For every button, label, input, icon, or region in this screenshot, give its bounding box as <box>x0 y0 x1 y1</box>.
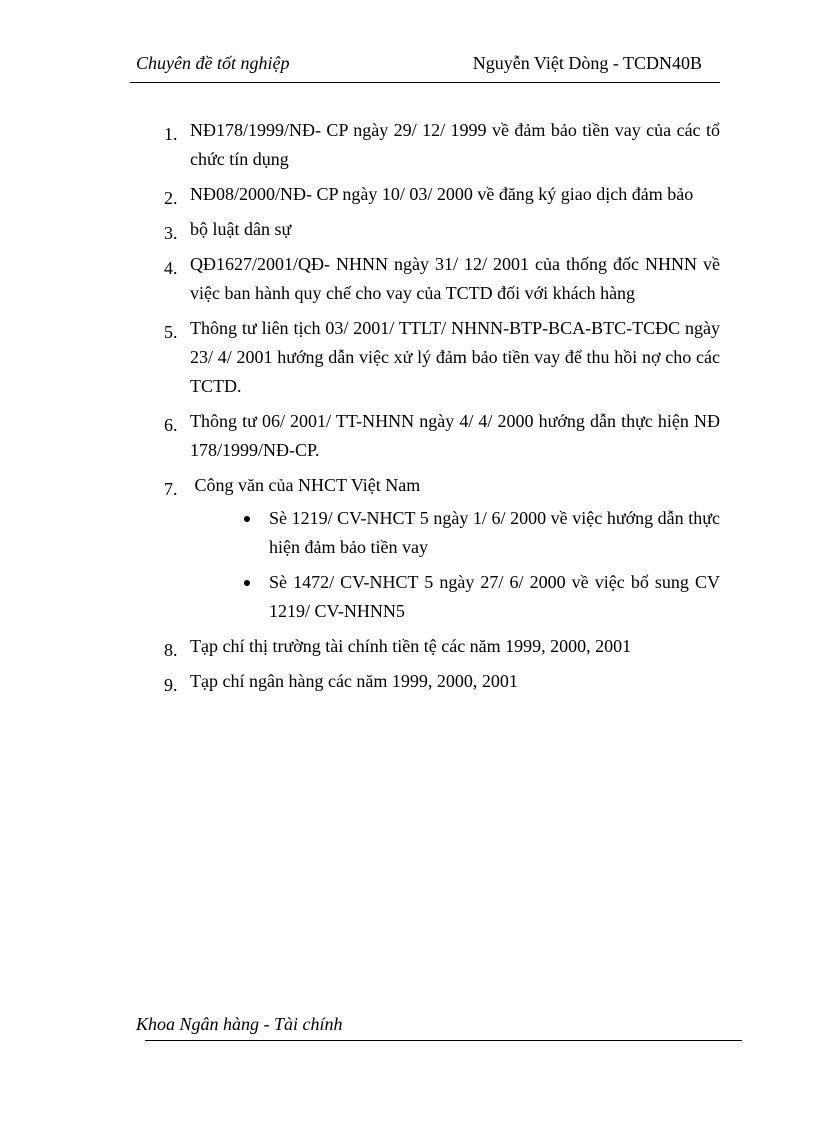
reference-number: 9. <box>164 675 178 695</box>
bullet-icon <box>244 516 250 522</box>
reference-number: 6. <box>164 415 178 435</box>
reference-item-9 <box>160 667 720 696</box>
header-title: Chuyên đề tốt nghiệp <box>136 53 290 73</box>
reference-number: 2. <box>164 188 178 208</box>
sub-reference-text: Sè 1472/ CV-NHCT 5 ngày 27/ 6/ 2000 về việc bổ sung CV 1219/ CV-NHNN5 <box>269 572 720 621</box>
page-header <box>130 50 720 80</box>
reference-item-8 <box>160 632 720 661</box>
reference-text: Thông tư 06/ 2001/ TT-NHNN ngày 4/ 4/ 2000 hướng dẫn thực hiện NĐ 178/1999/NĐ-CP. <box>190 411 720 460</box>
sub-reference-text: Sè 1219/ CV-NHCT 5 ngày 1/ 6/ 2000 về việc hướng dẫn thực hiện đảm bảo tiền vay <box>269 508 720 557</box>
sub-reference-item-2 <box>210 568 720 626</box>
reference-item-6 <box>160 407 720 465</box>
reference-number: 5. <box>164 322 178 342</box>
reference-item-7 <box>160 471 720 626</box>
reference-text: Công văn của NHCT Việt Nam <box>190 475 421 495</box>
reference-number: 7. <box>164 479 178 499</box>
page-footer: Khoa Ngân hàng - Tài chính <box>136 1014 343 1034</box>
reference-item-3 <box>160 215 720 244</box>
reference-item-4 <box>160 250 720 308</box>
reference-number: 1. <box>164 124 178 144</box>
reference-number: 3. <box>164 223 178 243</box>
reference-text: bộ luật dân sự <box>190 219 292 239</box>
reference-list <box>160 116 720 702</box>
header-divider <box>130 82 720 83</box>
reference-text: NĐ178/1999/NĐ- CP ngày 29/ 12/ 1999 về đảm bảo tiền vay của các tổ chức tín dụng <box>190 120 720 169</box>
bullet-icon <box>244 580 250 586</box>
reference-text: NĐ08/2000/NĐ- CP ngày 10/ 03/ 2000 về đăng ký giao dịch đảm bảo <box>190 184 694 204</box>
reference-text: Tạp chí ngân hàng các năm 1999, 2000, 2001 <box>190 671 518 691</box>
reference-item-2 <box>160 180 720 209</box>
reference-item-1 <box>160 116 720 174</box>
reference-sublist <box>190 504 720 626</box>
reference-text: Tạp chí thị trường tài chính tiền tệ các năm 1999, 2000, 2001 <box>190 636 632 656</box>
reference-text: Thông tư liên tịch 03/ 2001/ TTLT/ NHNN-BTP-BCA-BTC-TCĐC ngày 23/ 4/ 2001 hướng dẫn việc xử lý đảm bảo tiền vay để thu hồi nợ cho các TCTD. <box>190 318 720 396</box>
reference-item-5 <box>160 314 720 401</box>
footer-divider <box>145 1040 742 1041</box>
reference-number: 4. <box>164 258 178 278</box>
reference-text: QĐ1627/2001/QĐ- NHNN ngày 31/ 12/ 2001 của thống đốc NHNN về việc ban hành quy chế cho vay của TCTD đối với khách hàng <box>190 254 720 303</box>
sub-reference-item-1 <box>210 504 720 562</box>
header-author: Nguyễn Việt Dòng - TCDN40B <box>472 53 702 73</box>
reference-number: 8. <box>164 640 178 660</box>
